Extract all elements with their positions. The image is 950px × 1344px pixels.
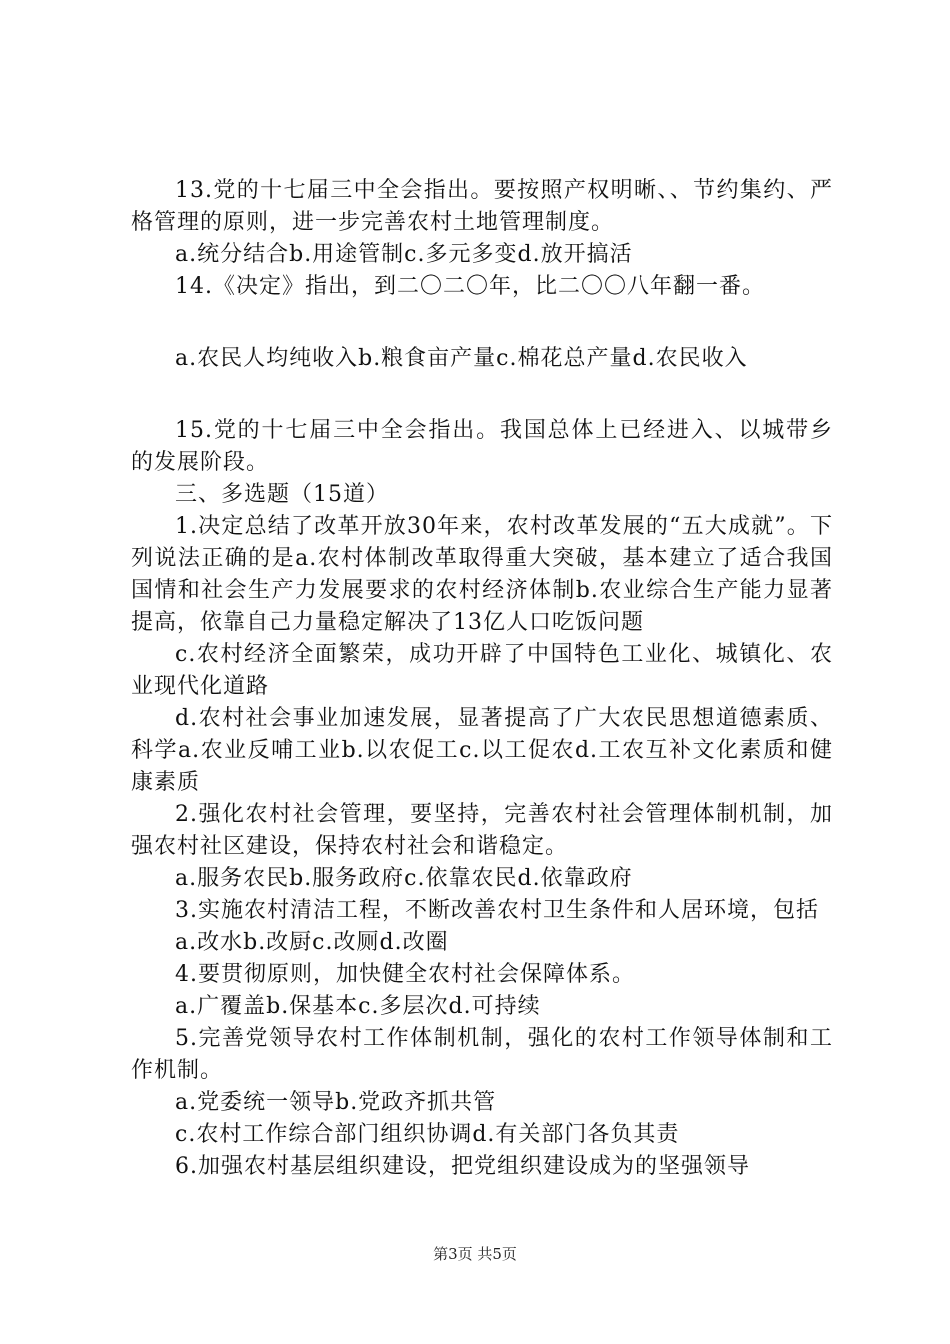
page-number-label: 第3页 共5页 bbox=[433, 1245, 517, 1263]
question-13: 13.党的十七届三中全会指出。要按照产权明晰、、节约集约、严格管理的原则，进一步完善农村土地管理制度。 bbox=[131, 178, 833, 235]
question-14: 14.《决定》指出，到二〇二〇年，比二〇〇八年翻一番。 bbox=[175, 274, 765, 299]
section-heading-multiple-choice: 三、多选题（15道） bbox=[175, 482, 389, 507]
mc-question-3-options: a.改水b.改厨c.改厕d.改圈 bbox=[175, 930, 449, 955]
mc-question-3: 3.实施农村清洁工程，不断改善农村卫生条件和人居环境，包括 bbox=[175, 898, 819, 923]
question-13-options: a.统分结合b.用途管制c.多元多变d.放开搞活 bbox=[175, 242, 633, 267]
mc-question-1: 1.决定总结了改革开放30年来，农村改革发展的“五大成就”。下列说法正确的是a.农村体制改革取得重大突破，基本建立了适合我国国情和社会生产力发展要求的农村经济体制b.农业综合生产能力显著提高，依靠自己力量稳定解决了13亿人口吃饭问题 bbox=[131, 514, 833, 635]
mc-question-6: 6.加强农村基层组织建设，把党组织建设成为的坚强领导 bbox=[175, 1154, 750, 1179]
mc-question-4: 4.要贯彻原则，加快健全农村社会保障体系。 bbox=[175, 962, 635, 987]
mc-question-2-options: a.服务农民b.服务政府c.依靠农民d.依靠政府 bbox=[175, 866, 633, 891]
question-15: 15.党的十七届三中全会指出。我国总体上已经进入、以城带乡的发展阶段。 bbox=[131, 418, 833, 475]
mc-question-5-options-cd: c.农村工作综合部门组织协调d.有关部门各负其责 bbox=[175, 1122, 680, 1147]
mc-question-5-options-ab: a.党委统一领导b.党政齐抓共管 bbox=[175, 1090, 497, 1115]
mc-question-4-options: a.广覆盖b.保基本c.多层次d.可持续 bbox=[175, 994, 541, 1019]
page-footer bbox=[0, 1244, 950, 1264]
mc-question-1-option-d: d.农村社会事业加速发展，显著提高了广大农民思想道德素质、科学a.农业反哺工业b.以农促工c.以工促农d.工农互补文化素质和健康素质 bbox=[131, 706, 833, 795]
mc-question-5: 5.完善党领导农村工作体制机制，强化的农村工作领导体制和工作机制。 bbox=[131, 1026, 833, 1083]
document-body bbox=[131, 175, 833, 1183]
mc-question-2: 2.强化农村社会管理，要坚持，完善农村社会管理体制机制，加强农村社区建设，保持农村社会和谐稳定。 bbox=[131, 802, 833, 859]
question-14-options: a.农民人均纯收入b.粮食亩产量c.棉花总产量d.农民收入 bbox=[175, 346, 748, 371]
mc-question-1-option-c: c.农村经济全面繁荣，成功开辟了中国特色工业化、城镇化、农业现代化道路 bbox=[131, 642, 833, 699]
